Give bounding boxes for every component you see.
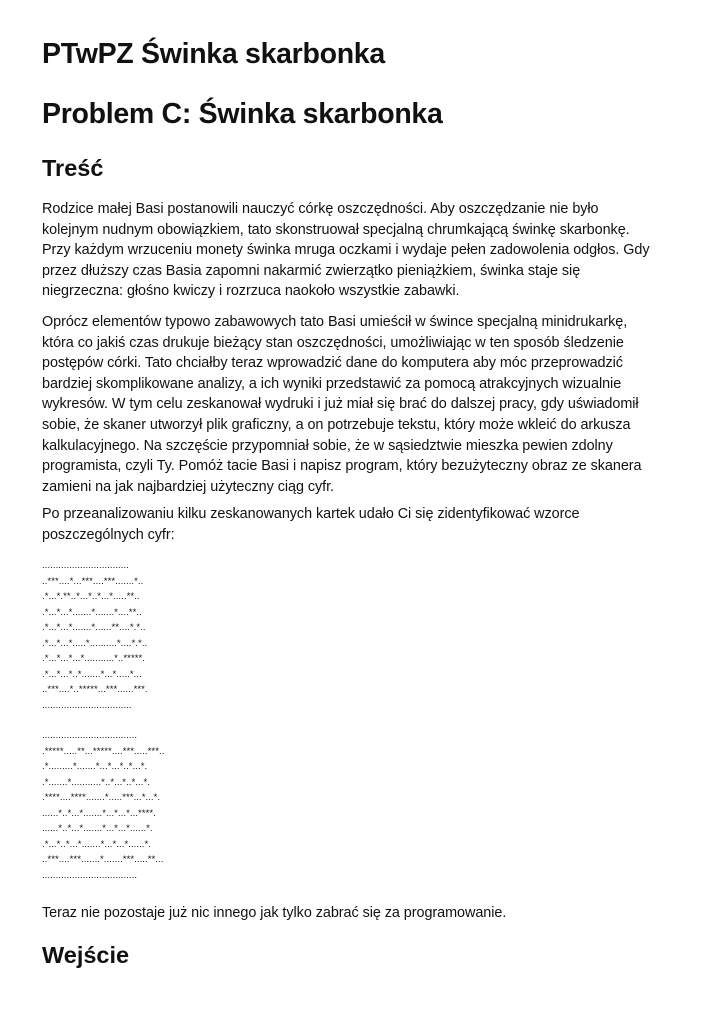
digit-pattern-block-1 [42, 558, 148, 713]
digit-pattern-block-2 [42, 728, 164, 883]
paragraph-line: która co jakiś czas drukuje bieżący stan oszczędności, umożliwiając w ten sposób śledzenie [42, 334, 624, 351]
pattern-line: ......*..*...*.......*...*...*......*. [42, 823, 153, 834]
paragraph-line: programista, czyli Ty. Pomóż tacie Basi i napisz program, który bezużyteczny obraz ze skanera [42, 458, 642, 475]
pattern-line: ......*..*...*.......*...*...*...****. [42, 807, 156, 819]
pattern-line: ..***....*..*****...***......***. [42, 684, 148, 695]
paragraph-closing [42, 903, 682, 924]
paragraph-line: Rodzice małej Basi postanowili nauczyć córkę oszczędności. Aby oszczędzanie nie było [42, 201, 599, 217]
pattern-line: ................................... [42, 869, 138, 881]
paragraph-printer [42, 312, 682, 497]
pattern-line: .*...*...*...*...........*..*****. [42, 653, 146, 664]
paragraph-line: poszczególnych cyfr: [42, 526, 175, 543]
paragraph-line: niegrzeczna: głośno kwiczy i rozrzuca naokoło wszystkie zabawki. [42, 283, 460, 300]
paragraph-line: bardziej skomplikowane analizy, a ich wyniki przedstawić za pomocą atrakcyjnych wizualnie [42, 375, 622, 392]
pattern-line: .*...*.**..*...*..*...*.....**.. [42, 591, 140, 602]
paragraph-intro [42, 199, 682, 302]
paragraph-line: kalkulacyjnego. Na szczęście przypomniał sobie, że w sąsiedztwie mieszka pewien zdolny [42, 437, 613, 454]
pattern-line: .*...*..*...*.......*...*...*......*. [42, 838, 152, 850]
pattern-line: .****....****.......*.....***...*...*. [42, 792, 161, 803]
paragraph-line: Teraz nie pozostaje już nic innego jak tylko zabrać się za programowanie. [42, 905, 507, 921]
paragraph-patterns-intro [42, 504, 682, 545]
problem-title: Problem C: Świnka skarbonka [42, 98, 443, 130]
page-title: PTwPZ Świnka skarbonka [42, 38, 385, 70]
paragraph-line: kolejnym nudnym obowiązkiem, tato skonstruował specjalną chrumkającą świnkę skarbonkę. [42, 221, 630, 238]
pattern-line: .*.......*...........*..*...*..*...*. [42, 776, 150, 788]
paragraph-line: wykresów. W tym celu zeskanował wydruki i już miał się brać do dalszej pracy, gdy uświadomił [42, 396, 639, 413]
pattern-line: .*...*...*.....*..........*....*.*.. [42, 637, 148, 649]
section-heading-wejscie: Wejście [42, 942, 130, 968]
pattern-line: ................................. [42, 699, 132, 711]
pattern-line: ..***....*...***....***.......*.. [42, 575, 144, 587]
paragraph-line: Po przeanalizowaniu kilku zeskanowanych kartek udało Ci się zidentyfikować wzorce [42, 506, 580, 522]
paragraph-line: przez dłuższy czas Basia zapomni nakarmić zwierzątko pieniążkiem, świnka staje się [42, 262, 581, 279]
section-heading-tresc: Treść [42, 155, 104, 181]
paragraph-line: Oprócz elementów typowo zabawowych tato Basi umieścił w śwince specjalną minidrukarkę, [42, 314, 628, 330]
pattern-line: ................................... [42, 730, 138, 741]
pattern-line: .*.........*.......*...*...*..*...*. [42, 761, 148, 772]
pattern-line: .*...*...*..*.......*...*.....*... [42, 668, 142, 680]
paragraph-line: postępów córki. Tato chciałby teraz wprowadzić dane do komputera aby móc przeprowadzić [42, 355, 623, 372]
pattern-line: .*...*...*.......*......**....*.*.. [42, 622, 146, 633]
pattern-line: ..***....***.......*.......***.....**... [42, 854, 164, 865]
paragraph-line: Przy każdym wrzuceniu monety świnka mruga oczkami i wydaje pełen zadowolenia odgłos. Gdy [42, 242, 650, 259]
pattern-line: ................................ [42, 560, 129, 571]
pattern-line: .*****.....**...*****....***.....***.. [42, 745, 165, 757]
paragraph-line: sobie, że skaner utworzył plik graficzny, a on potrzebuje tekstu, który może wkleić do arkusza [42, 416, 631, 433]
paragraph-line: zamieni na jak najbardziej użyteczny ciąg cyfr. [42, 478, 334, 495]
pattern-line: .*...*...*.......*.......*....**.. [42, 606, 142, 618]
